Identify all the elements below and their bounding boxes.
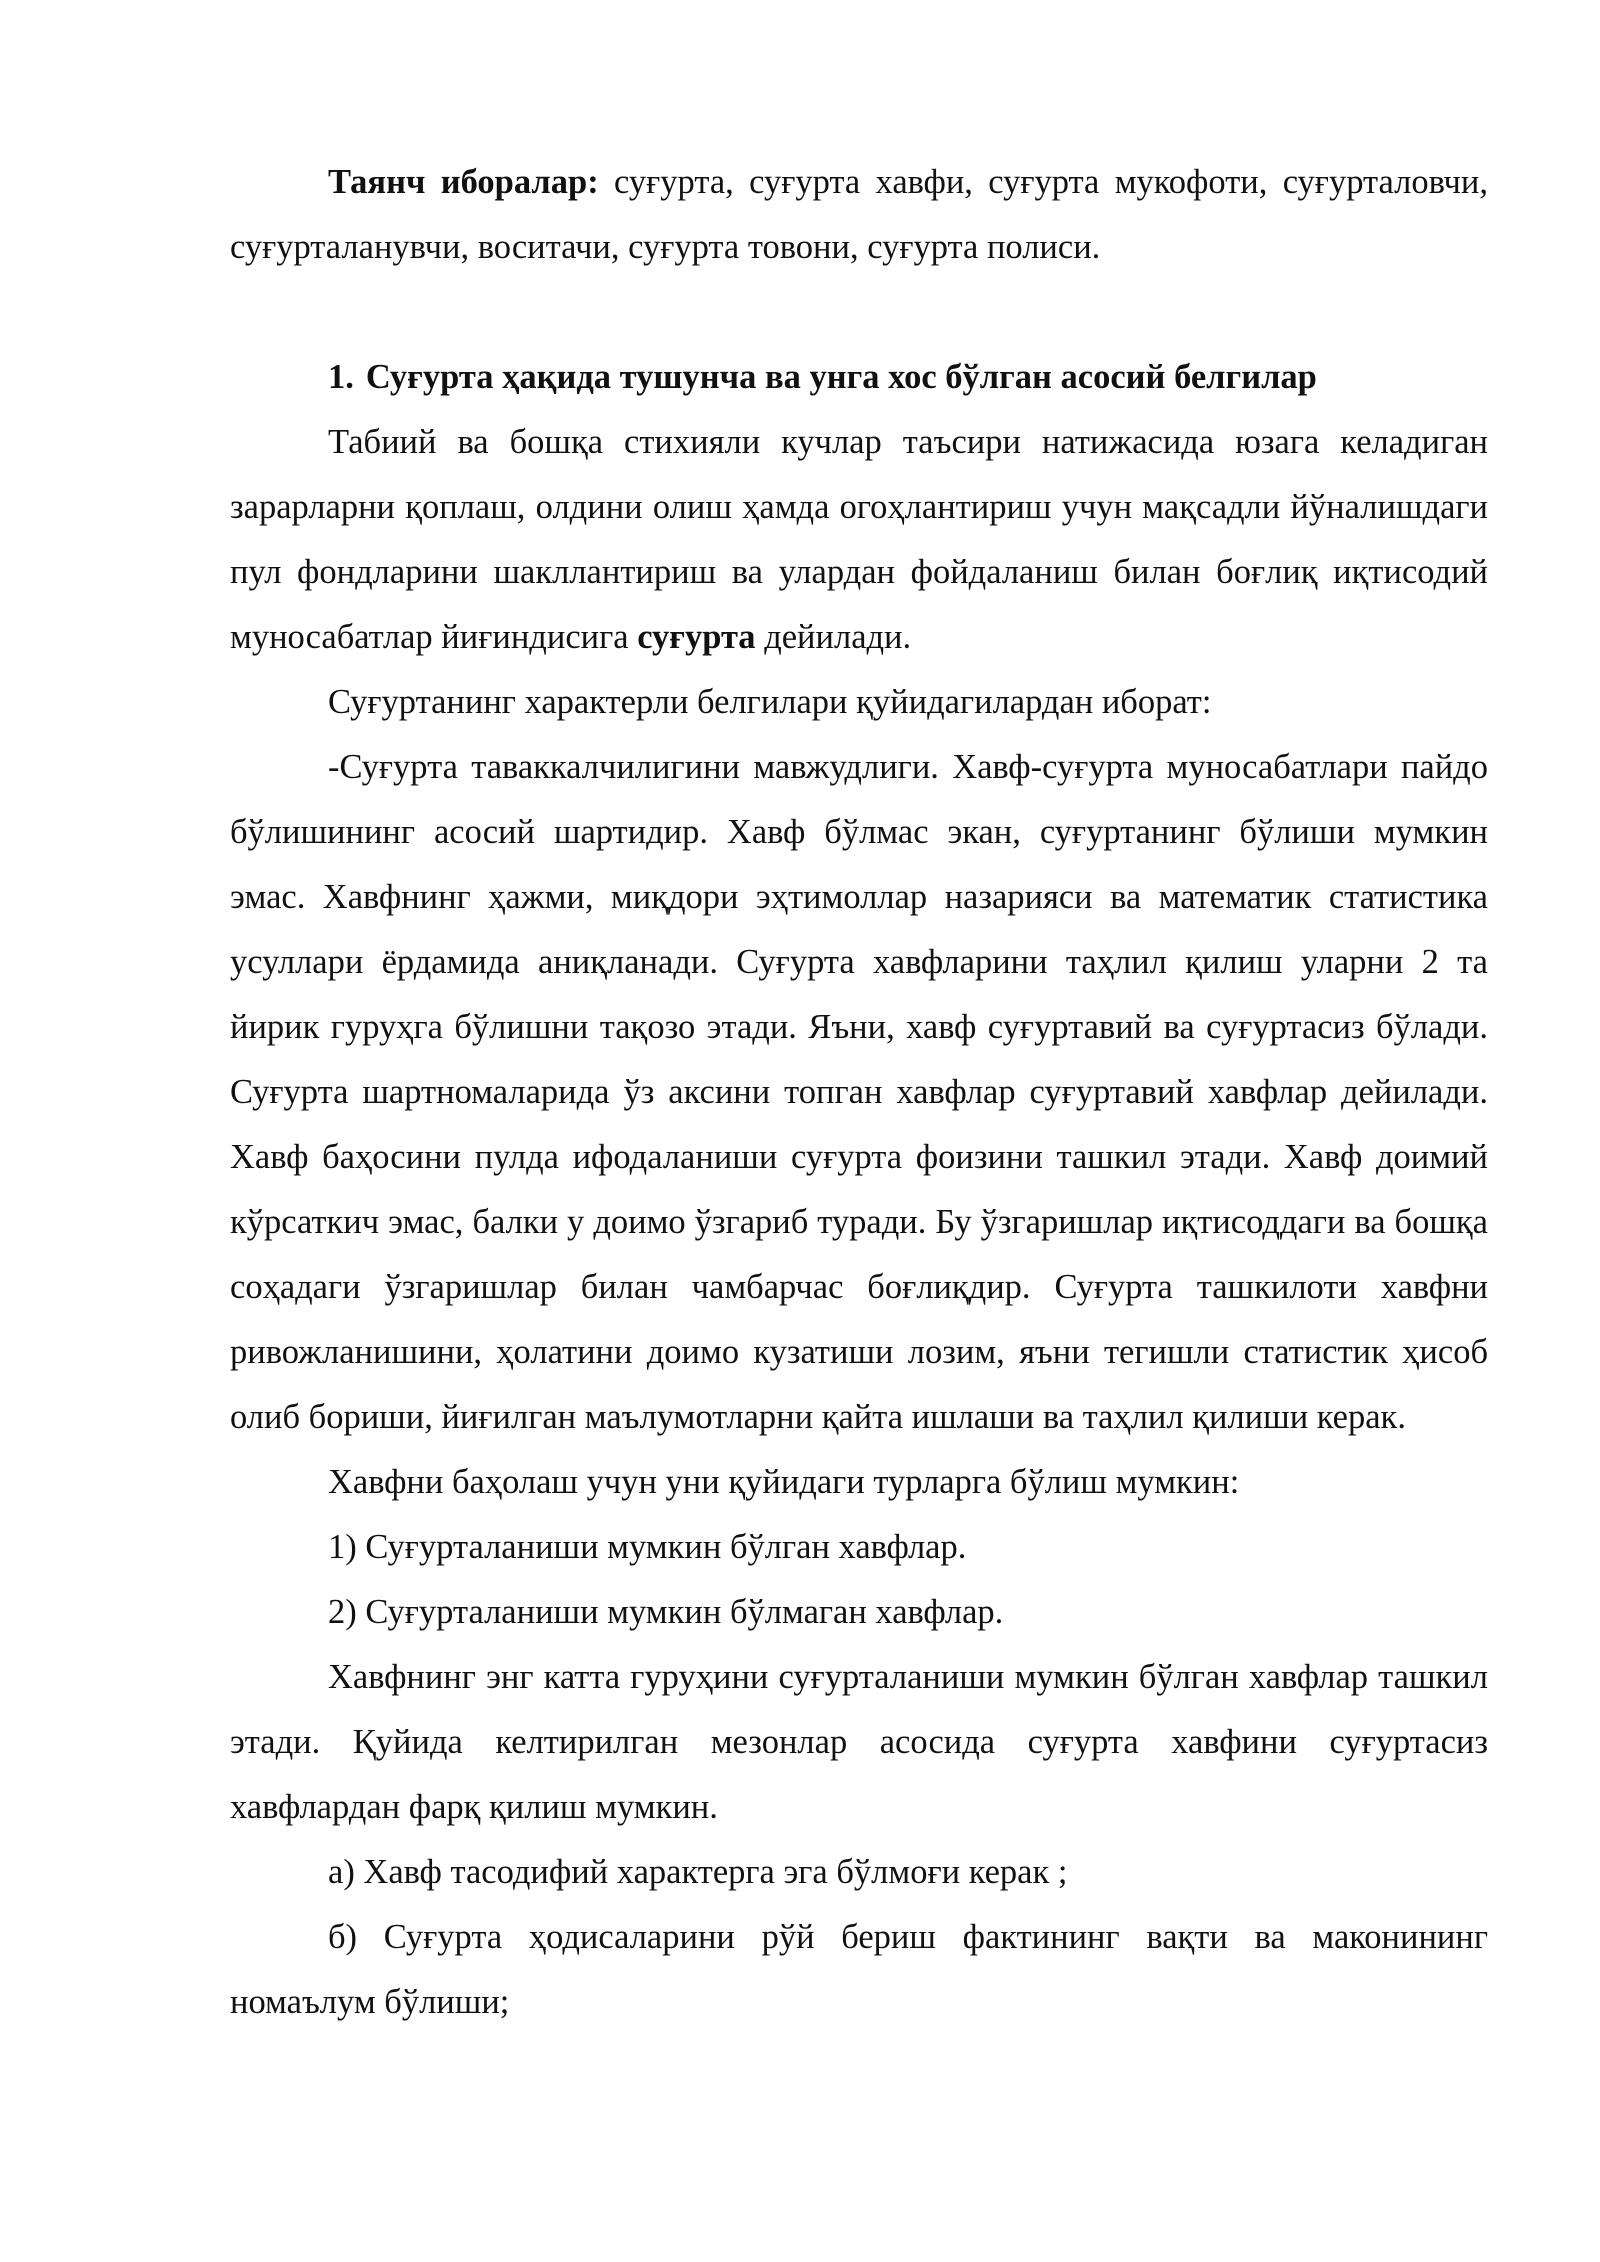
paragraph-characteristics-intro: Суғуртанинг характерли белгилари қуйидагилардан иборат: xyxy=(328,683,1212,721)
section-heading xyxy=(230,345,1488,410)
list-item-uninsurable-risks: 2) Суғурталаниши мумкин бўлмаган хавфлар. xyxy=(328,1593,1004,1631)
keywords-paragraph xyxy=(230,150,1488,280)
criteria-item-b: б) Суғурта ҳодисаларини рўй бериш фактининг вақти ва маконининг номаълум бўлиши; xyxy=(230,1918,1488,2021)
section-title: Суғурта ҳақида тушунча ва унга хос бўлган асосий белгилар xyxy=(365,358,1317,396)
document-page xyxy=(230,150,1488,2035)
list-item-insurable-risks: 1) Суғурталаниши мумкин бўлган хавфлар. xyxy=(328,1528,967,1566)
paragraph-criteria-intro: Хавфнинг энг катта гуруҳини суғурталаниши мумкин бўлган хавфлар ташкил этади. Қуйида келтирилган мезонлар асосида суғурта хавфини суғуртасиз хавфлардан фарқ қилиш мумкин. xyxy=(230,1658,1488,1826)
definition-term: суғурта xyxy=(637,618,756,656)
criteria-item-a: а) Хавф тасодифий характерга эга бўлмоғи керак ; xyxy=(328,1853,1068,1891)
definition-text-end: дейилади. xyxy=(755,618,912,656)
section-number: 1. xyxy=(328,358,354,396)
paragraph-risk-existence: -Суғурта таваккалчилигини мавжудлиги. Хавф-суғурта муносабатлари пайдо бўлишининг асосий шартидир. Хавф бўлмас экан, суғуртанинг бўлиши мумкин эмас. Хавфнинг ҳажми, миқдори эҳтимоллар назарияси ва математик статистика усуллари ёрдамида аниқланади. Суғурта хавфларини таҳлил қилиш уларни 2 та йирик гуруҳга бўлишни тақозо этади. Яъни, хавф суғуртавий ва суғуртасиз бўлади. Суғурта шартномаларида ўз аксини топган хавфлар суғуртавий хавфлар дейилади. Хавф баҳосини пулда ифодаланиши суғурта фоизини ташкил этади. Хавф доимий кўрсаткич эмас, балки у доимо ўзгариб туради. Бу ўзгаришлар иқтисоддаги ва бошқа соҳадаги ўзгаришлар билан чамбарчас боғлиқдир. Суғурта ташкилоти хавфни ривожланишини, ҳолатини доимо кузатиши лозим, яъни тегишли статистик ҳисоб олиб бориши, йиғилган маълумотларни қайта ишлаши ва таҳлил қилиши керак. xyxy=(230,748,1488,1436)
paragraph-risk-types-intro: Хавфни баҳолаш учун уни қуйидаги турларга бўлиш мумкин: xyxy=(328,1463,1240,1501)
definition-text-start: Табиий ва бошқа стихияли кучлар таъсири натижасида юзага келадиган зарарларни қоплаш, олдини олиш ҳамда огоҳлантириш учун мақсадли йўналишдаги пул фондларини шакллантириш ва улардан фойдаланиш билан боғлиқ иқтисодий муносабатлар йиғиндисига xyxy=(230,423,1488,656)
keywords-label: Таянч иборалар: xyxy=(328,163,599,201)
keywords-list: суғурта, суғурта хавфи, суғурта мукофоти, суғурталовчи, суғурталанувчи, воситачи, суғурта товони, суғурта полиси. xyxy=(230,163,1488,266)
paragraph-definition xyxy=(230,410,1488,670)
